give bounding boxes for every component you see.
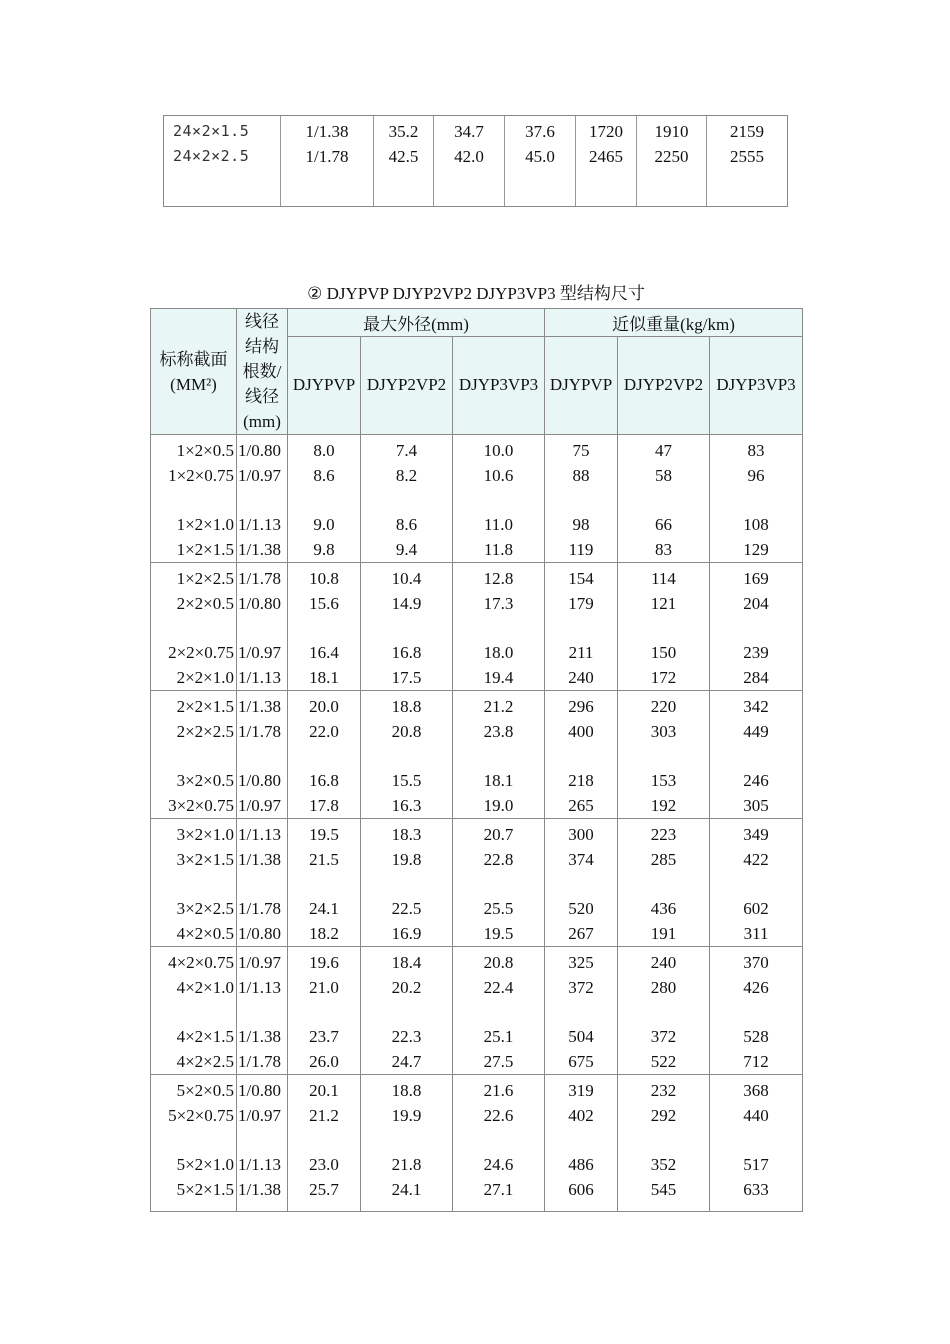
value-cell: 18.3 19.8 22.5 16.9 [361, 819, 453, 947]
table-row-group [151, 819, 803, 947]
value-cell: 370 426 528 712 [710, 947, 803, 1075]
table-row-group [151, 1075, 803, 1212]
spec-cell: 2×2×1.5 2×2×2.5 3×2×0.5 3×2×0.75 [151, 691, 237, 819]
conductor-cell: 1/1.13 1/1.38 1/1.78 1/0.80 [237, 819, 288, 947]
spec-cell: 5×2×0.5 5×2×0.75 5×2×1.0 5×2×1.5 [151, 1075, 237, 1212]
value-cell: 18.8 19.9 21.8 24.1 [361, 1075, 453, 1212]
value-cell: 19.6 21.0 23.7 26.0 [288, 947, 361, 1075]
conductor-cell: 1/1.78 1/0.80 1/0.97 1/1.13 [237, 563, 288, 691]
header-model: DJYPVP [545, 336, 618, 434]
spec-cell: 3×2×1.0 3×2×1.5 3×2×2.5 4×2×0.5 [151, 819, 237, 947]
value-cell: 10.4 14.9 16.8 17.5 [361, 563, 453, 691]
value-cell: 12.8 17.3 18.0 19.4 [453, 563, 545, 691]
header-model: DJYP2VP2 [361, 336, 453, 434]
value-cell: 20.8 22.4 25.1 27.5 [453, 947, 545, 1075]
spec-cell: 24×2×1.5 24×2×2.5 [164, 116, 281, 206]
value-cell: 8.0 8.6 9.0 9.8 [288, 435, 361, 563]
value-cell: 223 285 436 191 [618, 819, 710, 947]
value-cell: 2159 2555 [730, 122, 764, 166]
value-cell: 35.2 42.5 [374, 116, 434, 206]
value-cell: 114 121 150 172 [618, 563, 710, 691]
header-conductor-structure: 线径 结构 根数/ 线径 (mm) [237, 309, 288, 435]
value-cell: 37.6 45.0 [505, 116, 576, 206]
header-model: DJYPVP [288, 336, 361, 434]
header-model: DJYP3VP3 [710, 336, 803, 434]
conductor-cell: 1/0.97 1/1.13 1/1.38 1/1.78 [237, 947, 288, 1075]
header-max-outer-diameter: 最大外径(mm) [288, 309, 545, 337]
header-model: DJYP3VP3 [453, 336, 545, 434]
value-cell: 20.0 22.0 16.8 17.8 [288, 691, 361, 819]
value-cell: 319 402 486 606 [545, 1075, 618, 1212]
value-cell: 220 303 153 192 [618, 691, 710, 819]
value-cell: 169 204 239 284 [710, 563, 803, 691]
spec-cell: 1×2×0.5 1×2×0.75 1×2×1.0 1×2×1.5 [151, 435, 237, 563]
value-cell: 7.4 8.2 8.6 9.4 [361, 435, 453, 563]
value-cell: 18.4 20.2 22.3 24.7 [361, 947, 453, 1075]
value-cell: 1720 2465 [576, 116, 637, 206]
value-cell: 325 372 504 675 [545, 947, 618, 1075]
value-cell: 75 88 98 119 [545, 435, 618, 563]
spec-cell: 1×2×2.5 2×2×0.5 2×2×0.75 2×2×1.0 [151, 563, 237, 691]
value-cell: 20.1 21.2 23.0 25.7 [288, 1075, 361, 1212]
cond-cell: 1/1.38 1/1.78 [281, 116, 374, 206]
value-cell: 83 96 108 129 [710, 435, 803, 563]
conductor-cell: 1/1.38 1/1.78 1/0.80 1/0.97 [237, 691, 288, 819]
header-model: DJYP2VP2 [618, 336, 710, 434]
conductor-cell: 1/0.80 1/0.97 1/1.13 1/1.38 [237, 435, 288, 563]
value-cell: 20.7 22.8 25.5 19.5 [453, 819, 545, 947]
value-cell: 368 440 517 633 [710, 1075, 803, 1212]
value-cell: 240 280 372 522 [618, 947, 710, 1075]
spec-cell: 4×2×0.75 4×2×1.0 4×2×1.5 4×2×2.5 [151, 947, 237, 1075]
value-cell: 232 292 352 545 [618, 1075, 710, 1212]
value-cell: 18.8 20.8 15.5 16.3 [361, 691, 453, 819]
table-row [164, 116, 787, 206]
value-cell: 21.2 23.8 18.1 19.0 [453, 691, 545, 819]
value-cell: 47 58 66 83 [618, 435, 710, 563]
value-cell: 21.6 22.6 24.6 27.1 [453, 1075, 545, 1212]
value-cell: 154 179 211 240 [545, 563, 618, 691]
value-cell: 34.7 42.0 [434, 116, 505, 206]
conductor-cell: 1/0.80 1/0.97 1/1.13 1/1.38 [237, 1075, 288, 1212]
table-row-group [151, 691, 803, 819]
value-cell: 296 400 218 265 [545, 691, 618, 819]
value-cell: 349 422 602 311 [710, 819, 803, 947]
table-row-group [151, 947, 803, 1075]
value-cell: 10.0 10.6 11.0 11.8 [453, 435, 545, 563]
structure-dimensions-table [150, 308, 803, 1212]
table-row-group [151, 563, 803, 691]
value-cell: 300 374 520 267 [545, 819, 618, 947]
header-nominal-section: 标称截面 (MM²) [151, 309, 237, 435]
value-cell: 19.5 21.5 24.1 18.2 [288, 819, 361, 947]
table-caption: ② DJYPVP DJYP2VP2 DJYP3VP3 型结构尺寸 [307, 284, 645, 303]
value-cell: 1910 2250 [637, 116, 707, 206]
header-approx-weight: 近似重量(kg/km) [545, 309, 803, 337]
value-cell: 342 449 246 305 [710, 691, 803, 819]
value-cell: 10.8 15.6 16.4 18.1 [288, 563, 361, 691]
table-row-group [151, 435, 803, 563]
continuation-table [163, 115, 788, 207]
